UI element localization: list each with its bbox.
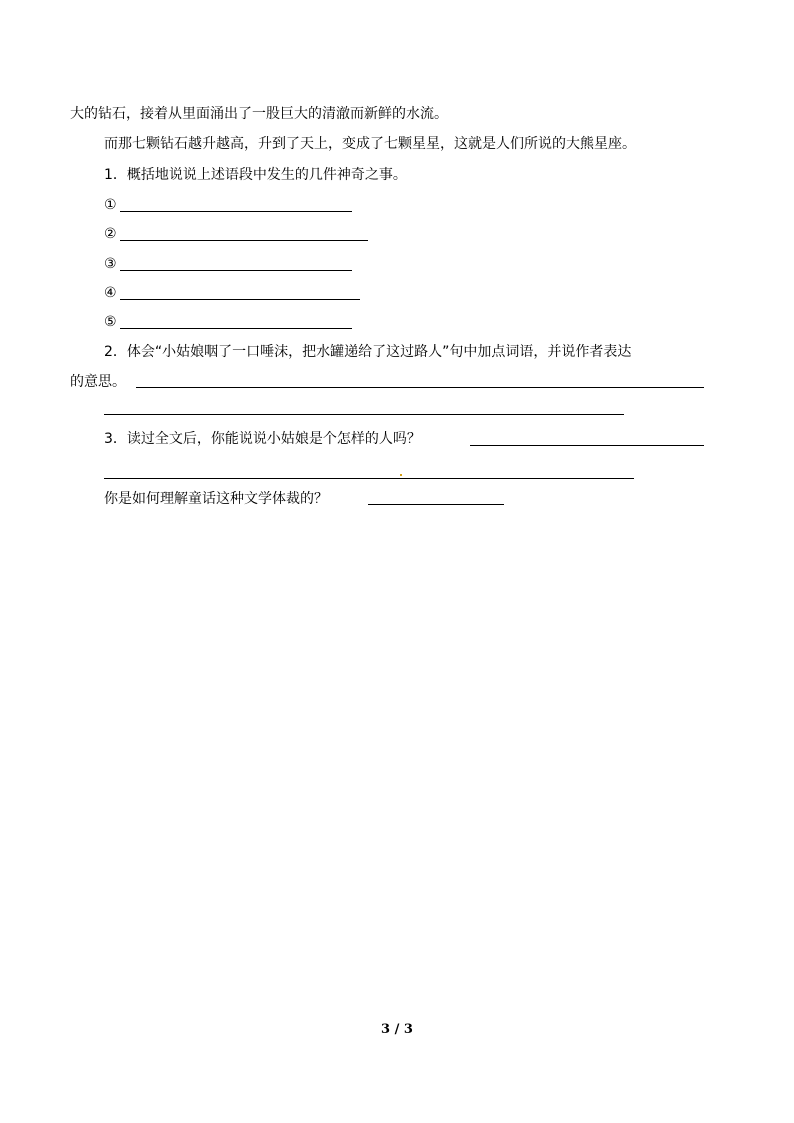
answer-blank-4[interactable] [120, 299, 360, 300]
question-3-extra-prompt: 你是如何理解童话这种文学体裁的？ [104, 491, 328, 507]
answer-blank-3[interactable] [120, 270, 352, 271]
question-2-line-1: 2．体会“小姑娘咽了一口唾沫，把水罐递给了这过路人”句中加点词语，并说作者表达 [104, 344, 632, 360]
question-3-answer-blank-1[interactable] [470, 445, 704, 446]
passage-line-2: 而那七颗钻石越升越高，升到了天上，变成了七颗星星，这就是人们所说的大熊星座。 [104, 136, 636, 152]
question-3-extra-answer-blank[interactable] [368, 504, 504, 505]
answer-marker-1: ① [104, 197, 117, 213]
passage-line-1: 大的钻石，接着从里面涌出了一股巨大的清澈而新鲜的水流。 [70, 106, 448, 122]
answer-marker-5: ⑤ [104, 314, 117, 330]
question-2-answer-blank-2[interactable] [104, 414, 624, 415]
answer-blank-2[interactable] [120, 240, 368, 241]
question-1-prompt: 1．概括地说说上述语段中发生的几件神奇之事。 [104, 167, 407, 183]
question-2-answer-blank-1[interactable] [136, 387, 704, 388]
answer-blank-1[interactable] [120, 211, 352, 212]
question-3-prompt: 3．读过全文后，你能说说小姑娘是个怎样的人吗？ [104, 431, 421, 447]
question-2-line-2: 的意思。 [70, 374, 126, 390]
answer-blank-5[interactable] [120, 328, 352, 329]
answer-marker-2: ② [104, 226, 117, 242]
stray-dot-mark [400, 474, 402, 476]
answer-marker-4: ④ [104, 285, 117, 301]
question-3-answer-blank-2[interactable] [104, 478, 634, 479]
answer-marker-3: ③ [104, 256, 117, 272]
page-number: 3 / 3 [381, 1022, 413, 1037]
